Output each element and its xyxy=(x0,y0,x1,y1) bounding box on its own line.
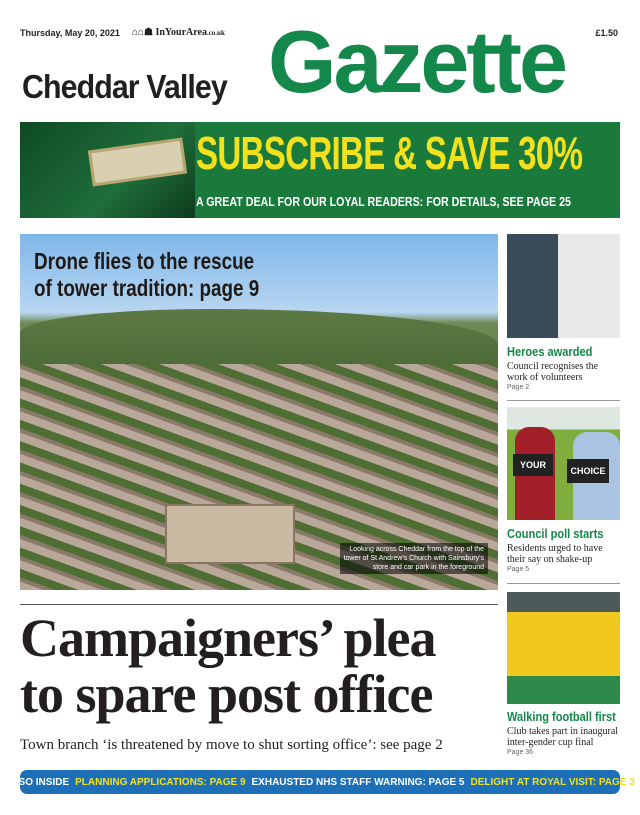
banner-headline: SUBSCRIBE & SAVE 30% xyxy=(196,127,583,179)
story-dek: Residents urged to have their say on shake-up xyxy=(507,543,603,565)
photo-caption xyxy=(340,543,488,574)
photo-headline[interactable] xyxy=(34,248,259,302)
caption-line: store and car park in the foreground xyxy=(372,564,484,571)
door-image xyxy=(20,122,195,218)
also-inside-bar xyxy=(5,770,635,794)
story-page: Page 2 xyxy=(507,384,530,391)
caption-line: Looking across Cheddar from the top of the xyxy=(349,546,484,553)
story-dek: Council recognises the work of volunteers xyxy=(507,361,599,383)
letterbox-newspaper-image xyxy=(88,138,187,187)
sidebar-story[interactable] xyxy=(507,709,620,756)
story-headline: Walking football first xyxy=(507,709,616,724)
site-name: InYourArea xyxy=(155,27,207,38)
story-headline: Heroes awarded xyxy=(507,344,593,359)
issue-date: Thursday, May 20, 2021 xyxy=(20,28,120,38)
masthead-title: Gazette xyxy=(268,12,565,111)
hills xyxy=(20,309,498,369)
price: £1.50 xyxy=(595,28,618,38)
main-photo xyxy=(20,234,498,590)
caption-line: tower of St Andrew's Church with Sainsbury's xyxy=(343,555,484,562)
house-icon: ⌂⌂☗ xyxy=(132,27,156,38)
photo-headline-line: of tower tradition: page 9 xyxy=(34,275,260,301)
also-inside-item[interactable]: EXHAUSTED NHS STAFF WARNING: PAGE 5 xyxy=(251,776,465,788)
store-building xyxy=(165,504,295,564)
lead-headline[interactable] xyxy=(20,610,435,722)
lead-dek: Town branch ‘is threatened by move to shut sorting office’: see page 2 xyxy=(20,737,443,753)
divider xyxy=(507,583,620,584)
headline-line: Campaigners’ plea xyxy=(20,608,436,668)
story-dek: Club takes part in inaugural inter-gender cup final xyxy=(507,726,619,748)
also-inside-label: ALSO INSIDE xyxy=(5,776,70,788)
subscribe-banner[interactable] xyxy=(20,122,620,218)
site-suffix: .co.uk xyxy=(206,29,225,37)
sidebar-story[interactable] xyxy=(507,526,620,573)
masthead-prefix: Cheddar Valley xyxy=(22,68,227,105)
sign-your: YOUR xyxy=(513,454,553,476)
story-page: Page 36 xyxy=(507,749,534,756)
football-team-photo xyxy=(507,592,620,704)
also-inside-item[interactable]: PLANNING APPLICATIONS: PAGE 9 xyxy=(75,776,246,788)
headline-line: to spare post office xyxy=(20,664,433,724)
photo-headline-line: Drone flies to the rescue xyxy=(34,248,255,274)
story-headline: Council poll starts xyxy=(507,526,604,541)
divider xyxy=(20,604,498,605)
banner-subline: A GREAT DEAL FOR OUR LOYAL READERS: FOR DETAILS, SEE PAGE 25 xyxy=(196,194,571,209)
heroes-photo xyxy=(507,234,620,338)
inyourarea-logo xyxy=(132,27,225,38)
sidebar-story[interactable] xyxy=(507,344,620,391)
sign-choice: CHOICE xyxy=(567,459,609,483)
also-inside-item[interactable]: DELIGHT AT ROYAL VISIT: PAGE 3 xyxy=(470,776,635,788)
story-page: Page 5 xyxy=(507,566,530,573)
divider xyxy=(507,400,620,401)
council-poll-photo xyxy=(507,407,620,520)
